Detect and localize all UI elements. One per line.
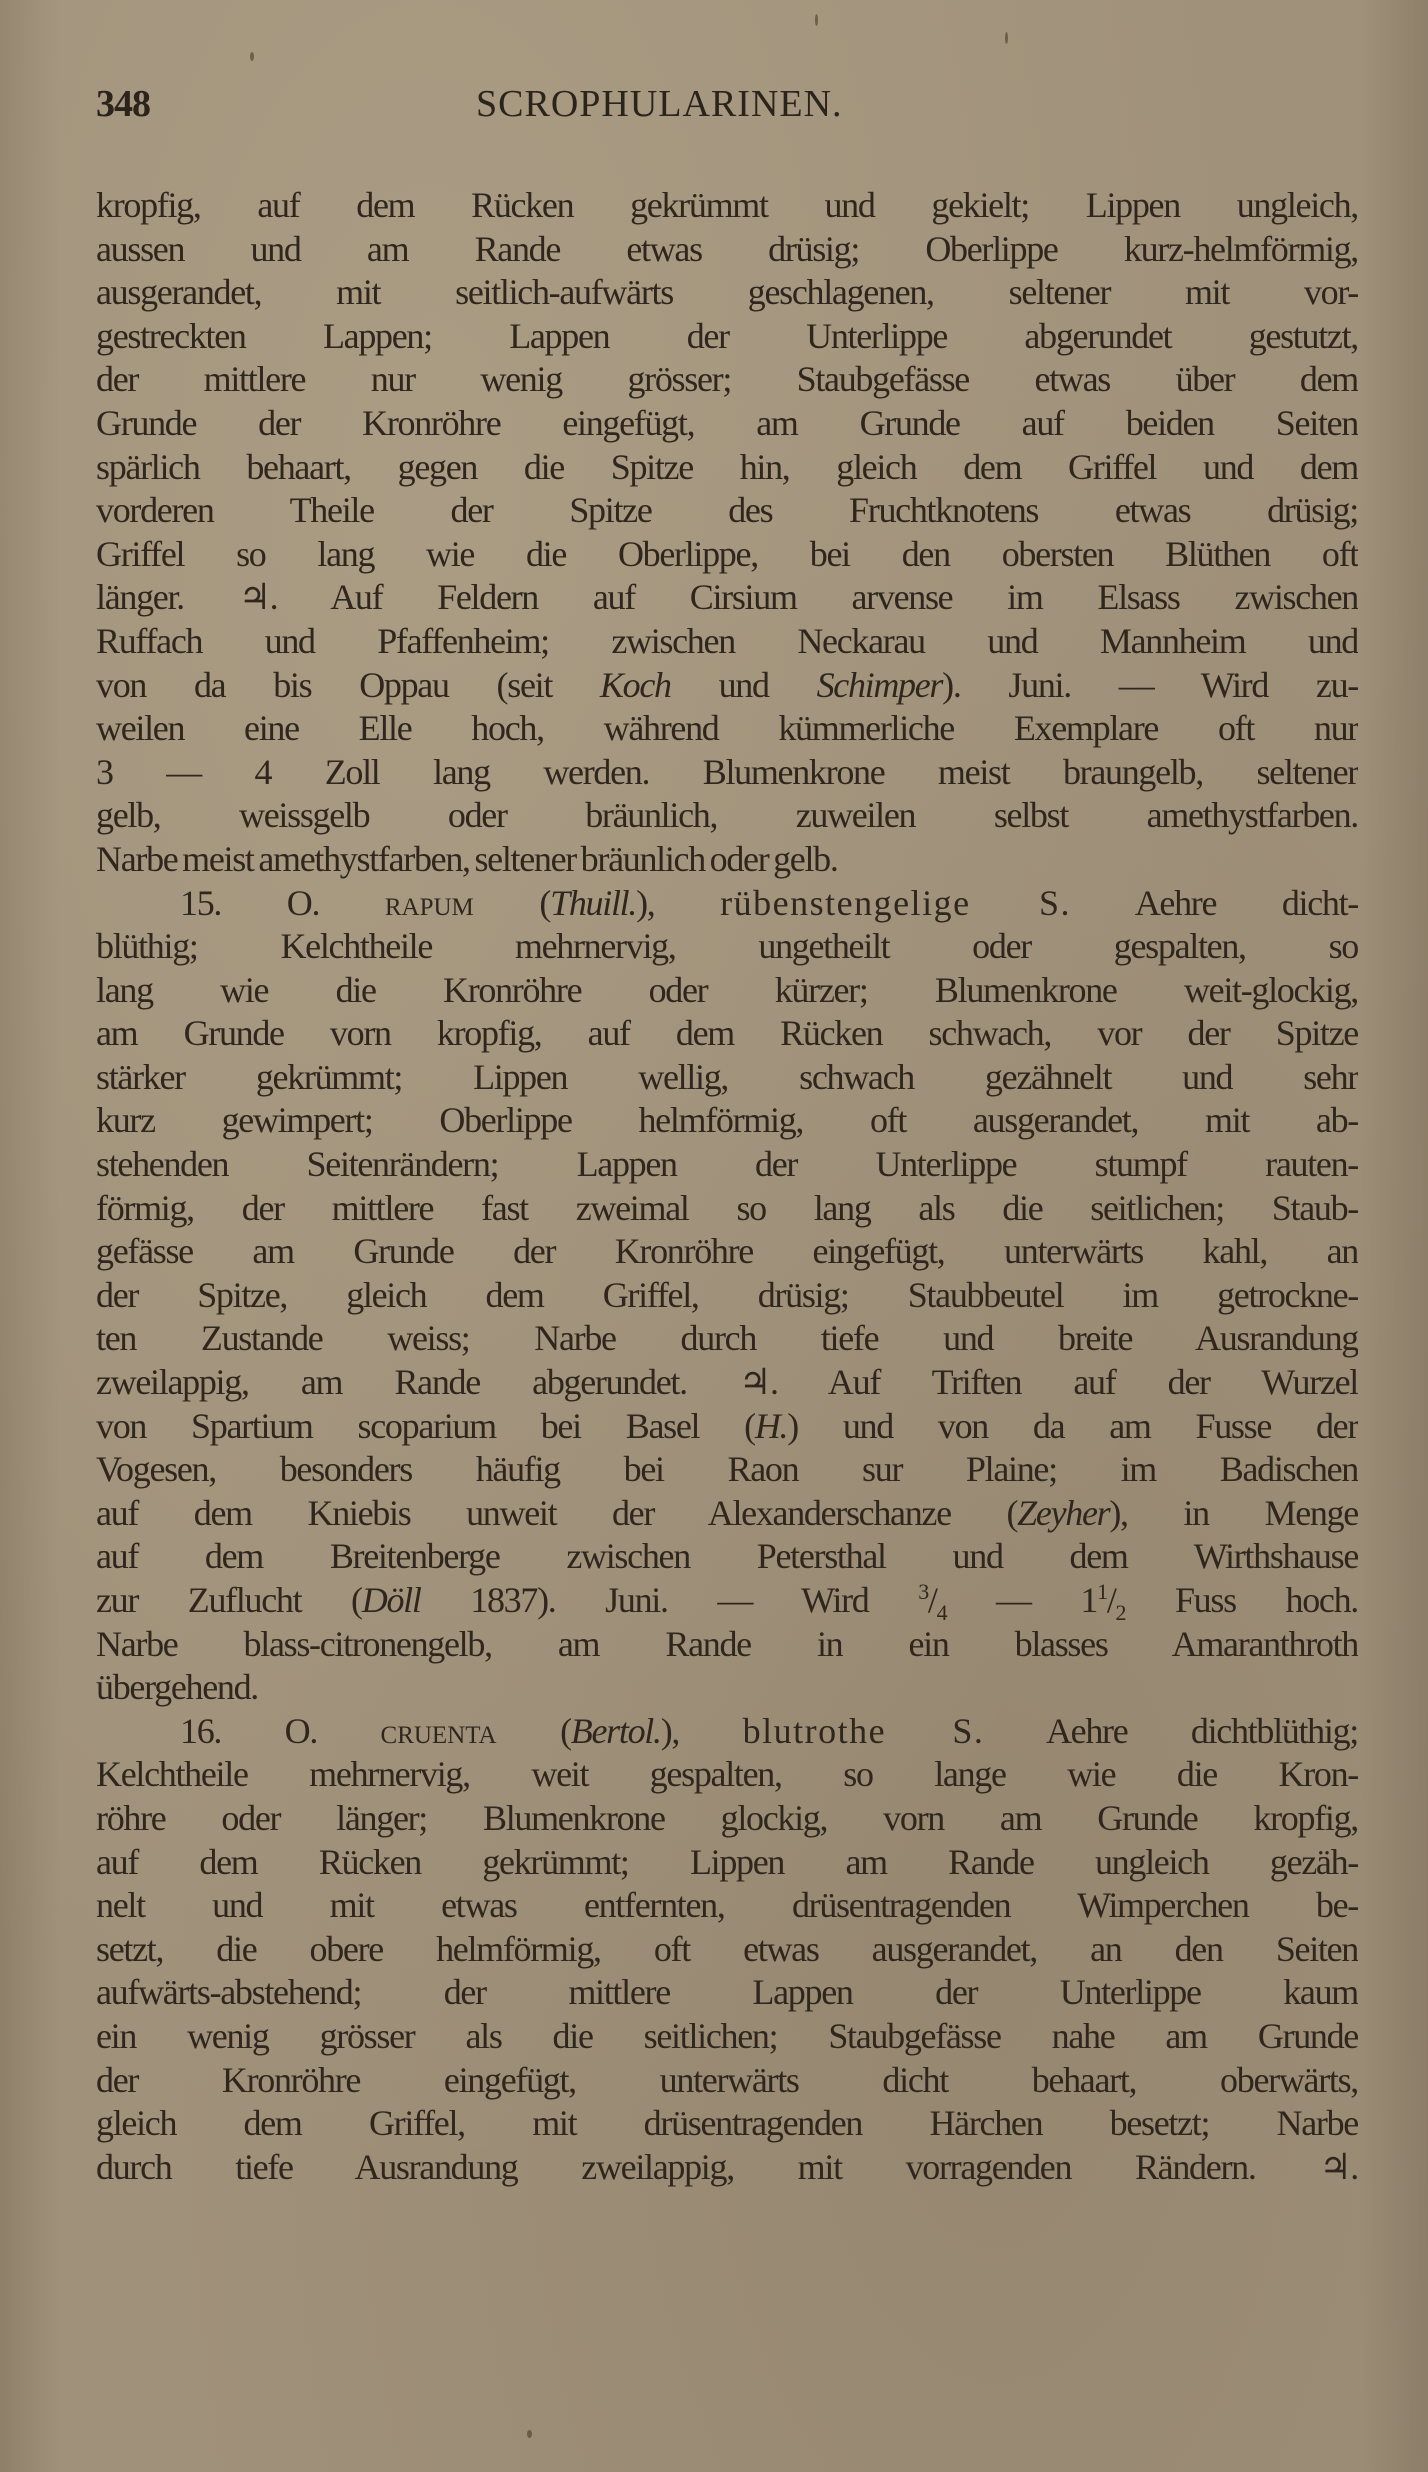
text-run: von Spartium scoparium bei Basel ( xyxy=(96,1405,755,1446)
text-line: Ruffach und Pfaffenheim; zwischen Neckarau und Mannheim und xyxy=(96,620,1358,661)
text-line: Grunde der Kronröhre eingefügt, am Grunde auf beiden Seiten xyxy=(96,402,1358,443)
text-line: röhre oder länger; Blumenkrone glockig, vorn am Grunde kropfig, xyxy=(96,1797,1358,1838)
text-line: aufwärts-abstehend; der mittlere Lappen der Unterlippe kaum xyxy=(96,1972,1358,2013)
text-line: aussen und am Rande etwas drüsig; Oberlippe kurz-helmförmig, xyxy=(96,228,1358,269)
text-line: weilen eine Elle hoch, während kümmerliche Exemplare oft nur xyxy=(96,708,1358,749)
text-line: Vogesen, besonders häufig bei Raon sur Plaine; im Badischen xyxy=(96,1449,1358,1490)
text-run: ) und von da am Fusse der xyxy=(787,1405,1358,1446)
author-citation: Bertol. xyxy=(570,1710,661,1751)
text-line: gelb, weissgelb oder bräunlich, zuweilen selbst amethystfarben. xyxy=(96,795,1358,836)
author-citation: H. xyxy=(754,1405,788,1446)
text-run: von da bis Oppau (seit xyxy=(96,664,600,705)
text-line: auf dem Rücken gekrümmt; Lippen am Rande ungleich gezäh- xyxy=(96,1841,1358,1882)
species-name: rapum xyxy=(384,882,474,923)
paper-speck xyxy=(815,14,818,26)
common-name: rübenstengelige S. xyxy=(720,882,1072,923)
species-heading-15 xyxy=(96,882,1358,926)
text-line: ein wenig grösser als die seitlichen; Staubgefässe nahe am Grunde xyxy=(96,2015,1358,2056)
text-line: blüthig; Kelchtheile mehrnervig, ungetheilt oder gespalten, so xyxy=(96,926,1358,967)
text-run: — 1 xyxy=(946,1580,1098,1620)
running-head xyxy=(96,78,1358,140)
text-run: 1837). Juni. — Wird xyxy=(420,1580,919,1620)
species-number: 15. O. xyxy=(180,882,320,923)
text-line: gestreckten Lappen; Lappen der Unterlippe abgerundet gestutzt, xyxy=(96,315,1358,356)
text-line: der Spitze, gleich dem Griffel, drüsig; Staubbeutel im getrockne- xyxy=(96,1274,1358,1315)
author-citation: Thuill. xyxy=(550,882,637,923)
text-run: Aehre dichtblüthig; xyxy=(1045,1710,1358,1751)
text-line: der Kronröhre eingefügt, unterwärts dicht behaart, oberwärts, xyxy=(96,2059,1358,2100)
text-line: vorderen Theile der Spitze des Fruchtknotens etwas drüsig; xyxy=(96,490,1358,531)
text-line xyxy=(96,1492,1358,1536)
text-line: zur Zuflucht (Döll 1837). Juni. — Wird $^3/_4$ — $1^1/_2$ Fuss hoch. xyxy=(96,1579,1358,1623)
author-citation: Schimper xyxy=(816,664,943,705)
text-line: Kelchtheile mehrnervig, weit gespalten, so lange wie die Kron- xyxy=(96,1754,1358,1795)
text-run: ), xyxy=(636,882,655,923)
author-citation: Döll xyxy=(361,1580,421,1620)
text-run: auf dem Kniebis unweit der Alexanderschanze ( xyxy=(96,1492,1018,1533)
species-heading-16 xyxy=(96,1710,1358,1754)
text-line: Narbe meist amethystfarben, seltener bräunlich oder gelb. xyxy=(96,838,838,879)
text-line: Narbe blass-citronengelb, am Rande in ein blasses Amaranthroth xyxy=(96,1623,1358,1664)
page-number: 348 xyxy=(96,83,150,125)
fraction-denominator: 2 xyxy=(1115,1600,1126,1623)
text-run: ), in Menge xyxy=(1109,1492,1358,1533)
section-title: SCROPHULARINEN. xyxy=(476,83,843,125)
text-run: ), xyxy=(660,1710,680,1751)
text-line: Griffel so lang wie die Oberlippe, bei den obersten Blüthen oft xyxy=(96,533,1358,574)
paper-speck xyxy=(1005,32,1008,44)
author-citation: Zeyher xyxy=(1017,1492,1110,1533)
text-line: setzt, die obere helmförmig, oft etwas ausgerandet, an den Seiten xyxy=(96,1928,1358,1969)
text-line: 3 — 4 Zoll lang werden. Blumenkrone meist braungelb, seltener xyxy=(96,751,1358,792)
text-run: zur Zuflucht ( xyxy=(96,1580,362,1620)
fraction-denominator: 4 xyxy=(936,1600,947,1623)
text-line: ausgerandet, mit seitlich-aufwärts geschlagenen, seltener mit vor- xyxy=(96,272,1358,313)
paper-speck xyxy=(250,52,254,61)
text-line: gleich dem Griffel, mit drüsentragenden Härchen besetzt; Narbe xyxy=(96,2103,1358,2144)
text-line: übergehend. xyxy=(96,1667,258,1708)
text-line: spärlich behaart, gegen die Spitze hin, gleich dem Griffel und dem xyxy=(96,446,1358,487)
text-line: ten Zustande weiss; Narbe durch tiefe und breite Ausrandung xyxy=(96,1318,1358,1359)
text-line: nelt und mit etwas entfernten, drüsentragenden Wimperchen be- xyxy=(96,1885,1358,1926)
text-run: Fuss hoch. xyxy=(1125,1580,1358,1620)
text-line: durch tiefe Ausrandung zweilappig, mit vorragenden Rändern. ♃. xyxy=(96,2146,1358,2187)
text-line: kurz gewimpert; Oberlippe helmförmig, oft ausgerandet, mit ab- xyxy=(96,1100,1358,1141)
text-line: förmig, der mittlere fast zweimal so lang als die seitlichen; Staub- xyxy=(96,1187,1358,1228)
species-number: 16. O. xyxy=(180,1710,318,1751)
body-text xyxy=(96,184,1358,2189)
common-name: blutrothe S. xyxy=(742,1710,985,1751)
fraction-numerator: 1 xyxy=(1097,1579,1107,1604)
paper-speck xyxy=(527,2430,532,2438)
text-run: ( xyxy=(473,882,551,923)
text-line: am Grunde vorn kropfig, auf dem Rücken schwach, vor der Spitze xyxy=(96,1013,1358,1054)
text-run: ( xyxy=(496,1710,571,1751)
text-line: auf dem Breitenberge zwischen Petersthal und dem Wirthshause xyxy=(96,1536,1358,1577)
text-line xyxy=(96,1405,1358,1449)
text-line: kropfig, auf dem Rücken gekrümmt und gekielt; Lippen ungleich, xyxy=(96,185,1358,225)
text-line: länger. ♃. Auf Feldern auf Cirsium arvense im Elsass zwischen xyxy=(96,577,1358,618)
author-citation: Koch xyxy=(599,664,671,705)
text-run: ). Juni. — Wird zu- xyxy=(942,664,1358,705)
text-line: gefässe am Grunde der Kronröhre eingefügt, unterwärts kahl, an xyxy=(96,1231,1358,1272)
text-line: stärker gekrümmt; Lippen wellig, schwach gezähnelt und sehr xyxy=(96,1056,1358,1097)
text-line: stehenden Seitenrändern; Lappen der Unterlippe stumpf rauten- xyxy=(96,1144,1358,1185)
text-line: der mittlere nur wenig grösser; Staubgefässe etwas über dem xyxy=(96,359,1358,400)
text-run: Aehre dicht- xyxy=(1134,882,1358,923)
species-name: cruenta xyxy=(380,1710,497,1751)
text-line xyxy=(96,664,1358,708)
text-line: zweilappig, am Rande abgerundet. ♃. Auf Triften auf der Wurzel xyxy=(96,1362,1358,1403)
book-page xyxy=(96,72,1358,2189)
fraction-numerator: 3 xyxy=(918,1579,928,1604)
text-run: und xyxy=(670,664,817,705)
text-line: lang wie die Kronröhre oder kürzer; Blumenkrone weit-glockig, xyxy=(96,969,1358,1010)
